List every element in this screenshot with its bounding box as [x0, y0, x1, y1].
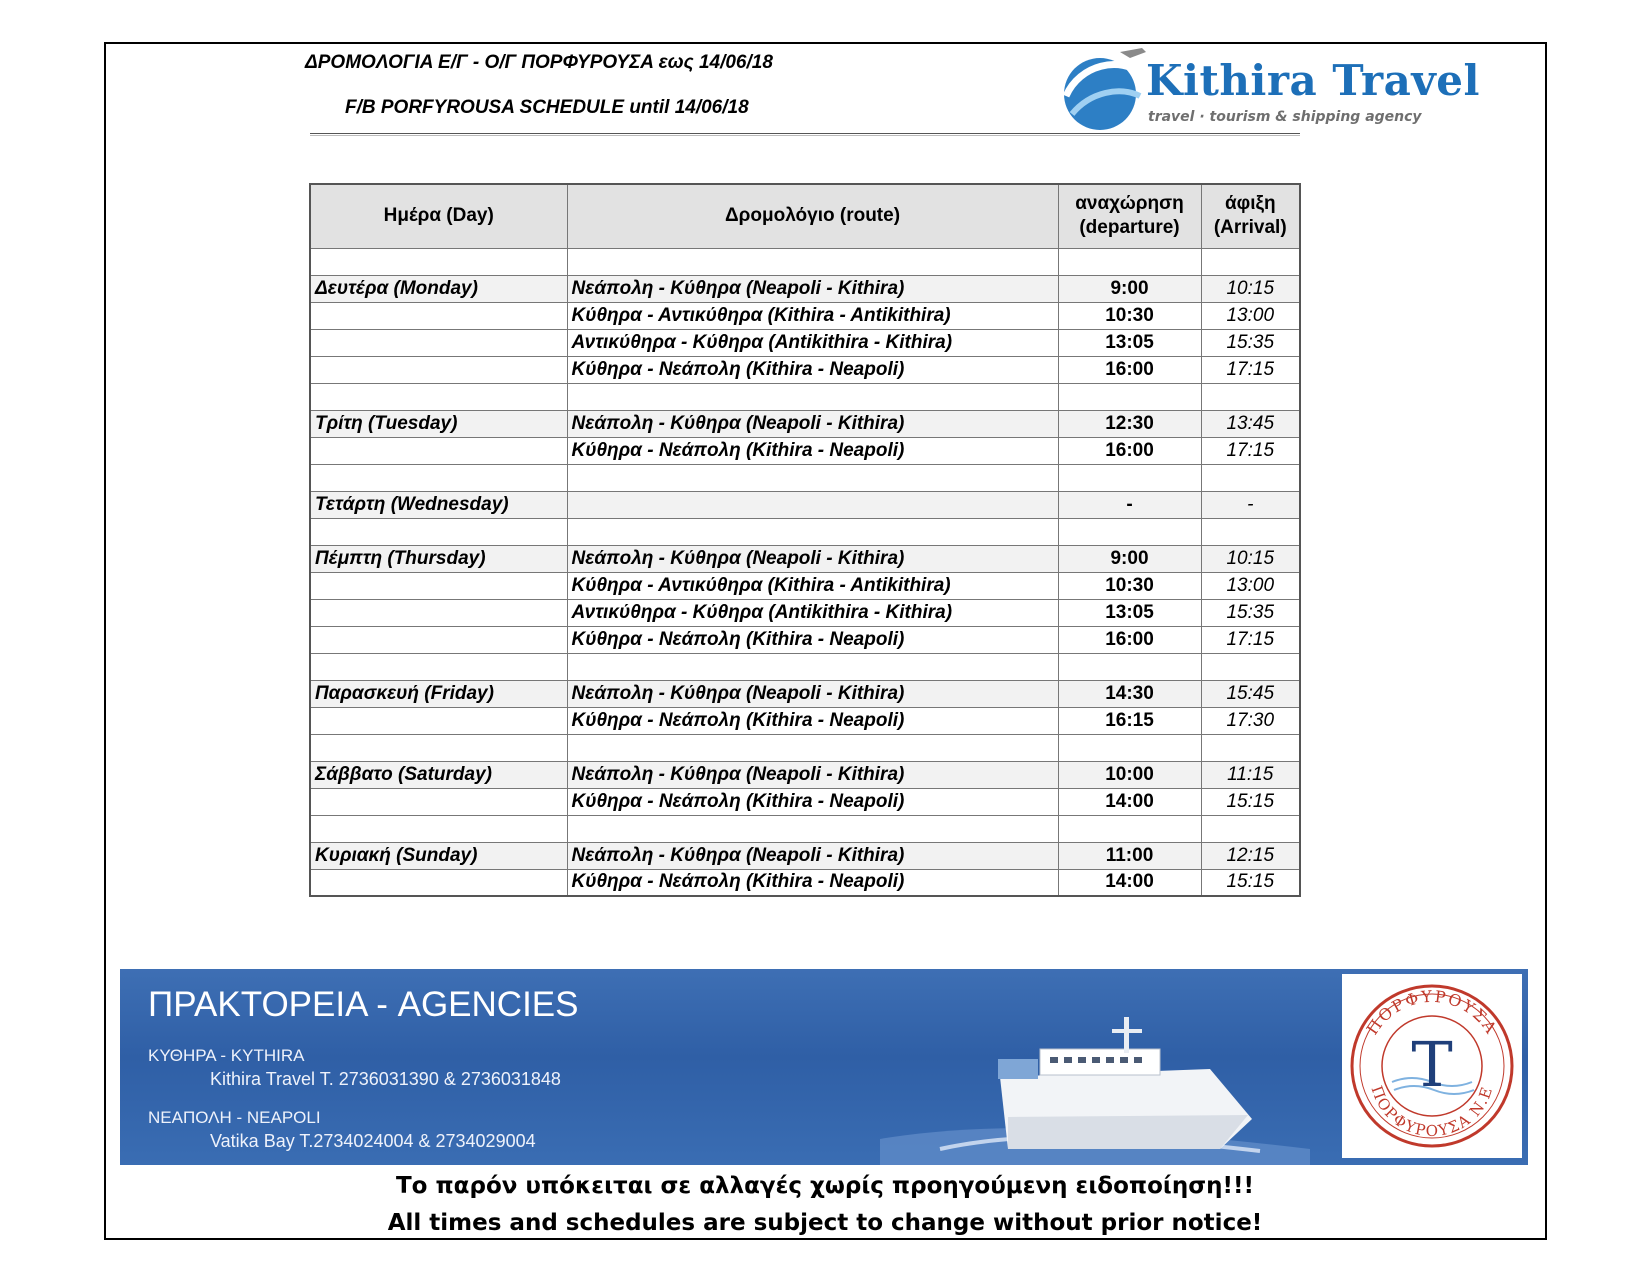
agencies-banner: [120, 969, 1528, 1165]
cell-arrival: [1201, 653, 1300, 680]
cell-day: [310, 518, 567, 545]
cell-route: [567, 815, 1058, 842]
cell-route: Κύθηρα - Νεάπολη (Kithira - Neapoli): [567, 869, 1058, 896]
table-row: [310, 356, 1300, 383]
cell-departure: [1058, 383, 1201, 410]
cell-route: [567, 518, 1058, 545]
title-greek: ΔΡΟΜΟΛΟΓΙΑ Ε/Γ - Ο/Γ ΠΟΡΦΥΡΟΥΣΑ εως 14/06/18: [305, 52, 773, 73]
cell-arrival: 17:15: [1201, 356, 1300, 383]
table-row: [310, 599, 1300, 626]
cell-arrival: 17:30: [1201, 707, 1300, 734]
cell-route: Νεάπολη - Κύθηρα (Neapoli - Kithira): [567, 545, 1058, 572]
cell-departure: 11:00: [1058, 842, 1201, 869]
porfyrousa-seal: [1342, 974, 1522, 1158]
cell-route: [567, 248, 1058, 275]
cell-departure: [1058, 464, 1201, 491]
cell-route: Κύθηρα - Νεάπολη (Kithira - Neapoli): [567, 788, 1058, 815]
table-row: [310, 410, 1300, 437]
spacer-row: [310, 464, 1300, 491]
spacer-row: [310, 383, 1300, 410]
table-row: [310, 842, 1300, 869]
cell-arrival: 10:15: [1201, 545, 1300, 572]
cell-route: [567, 383, 1058, 410]
table-row: [310, 788, 1300, 815]
header-departure-english: (departure): [1079, 217, 1180, 239]
cell-departure: 13:05: [1058, 329, 1201, 356]
cell-day: [310, 707, 567, 734]
seal-bottom-text: ΠΟΡΦΥΡΟΥΣΑ Ν.Ε: [1367, 1083, 1497, 1141]
cell-day: [310, 653, 567, 680]
cell-departure: 9:00: [1058, 275, 1201, 302]
cell-day: [310, 464, 567, 491]
cell-arrival: 15:35: [1201, 599, 1300, 626]
notice-greek: Το παρόν υπόκειται σε αλλαγές χωρίς προηγούμενη ειδοποίηση!!!: [395, 1173, 1254, 1199]
cell-route: Αντικύθηρα - Κύθηρα (Antikithira - Kithira): [567, 599, 1058, 626]
cell-route: Νεάπολη - Κύθηρα (Neapoli - Kithira): [567, 680, 1058, 707]
cell-arrival: 10:15: [1201, 275, 1300, 302]
cell-departure: 14:00: [1058, 869, 1201, 896]
cell-day: [310, 383, 567, 410]
cell-arrival: -: [1201, 491, 1300, 518]
cell-arrival: 15:15: [1201, 788, 1300, 815]
table-row: [310, 761, 1300, 788]
table-header-row: [310, 184, 1300, 248]
cell-route: Νεάπολη - Κύθηρα (Neapoli - Kithira): [567, 842, 1058, 869]
seal-emblem: [1342, 974, 1522, 1158]
table-row: [310, 329, 1300, 356]
table-row: [310, 707, 1300, 734]
header-departure-greek: αναχώρηση: [1075, 193, 1184, 215]
cell-route: Νεάπολη - Κύθηρα (Neapoli - Kithira): [567, 410, 1058, 437]
logo-name: Kithira Travel: [1146, 56, 1480, 105]
cell-arrival: 13:00: [1201, 572, 1300, 599]
cell-departure: 10:30: [1058, 572, 1201, 599]
cell-departure: 12:30: [1058, 410, 1201, 437]
cell-day: [310, 329, 567, 356]
cell-departure: [1058, 815, 1201, 842]
header-arrival-english: (Arrival): [1213, 217, 1287, 239]
banner-kythira-label: ΚΥΘΗΡΑ - KYTHIRA: [148, 1046, 305, 1065]
cell-arrival: 13:00: [1201, 302, 1300, 329]
cell-route: [567, 653, 1058, 680]
cell-route: [567, 734, 1058, 761]
cell-route: Κύθηρα - Νεάπολη (Kithira - Neapoli): [567, 626, 1058, 653]
cell-departure: 16:00: [1058, 626, 1201, 653]
cell-departure: 16:15: [1058, 707, 1201, 734]
cell-arrival: 11:15: [1201, 761, 1300, 788]
cell-departure: [1058, 653, 1201, 680]
logo-tagline: travel · tourism & shipping agency: [1148, 109, 1422, 125]
cell-departure: 14:30: [1058, 680, 1201, 707]
cell-day: Παρασκευή (Friday): [310, 680, 567, 707]
cell-arrival: [1201, 464, 1300, 491]
schedule-table: [309, 183, 1301, 897]
table-row: [310, 869, 1300, 896]
cell-arrival: 15:45: [1201, 680, 1300, 707]
cell-departure: 13:05: [1058, 599, 1201, 626]
cell-day: [310, 302, 567, 329]
cell-arrival: [1201, 383, 1300, 410]
cell-arrival: [1201, 248, 1300, 275]
cell-route: Κύθηρα - Νεάπολη (Kithira - Neapoli): [567, 437, 1058, 464]
header-arrival-greek: άφιξη: [1224, 193, 1276, 215]
cell-arrival: 15:15: [1201, 869, 1300, 896]
cell-route: Αντικύθηρα - Κύθηρα (Antikithira - Kithira): [567, 329, 1058, 356]
cell-route: Νεάπολη - Κύθηρα (Neapoli - Kithira): [567, 761, 1058, 788]
spacer-row: [310, 518, 1300, 545]
cell-day: [310, 869, 567, 896]
table-row: [310, 302, 1300, 329]
cell-day: [310, 437, 567, 464]
table-row: [310, 626, 1300, 653]
cell-departure: 16:00: [1058, 356, 1201, 383]
cell-route: Κύθηρα - Νεάπολη (Kithira - Neapoli): [567, 356, 1058, 383]
banner-neapoli-label: ΝΕΑΠΟΛΗ - NEAPOLI: [148, 1108, 321, 1127]
seal-letter: T: [1411, 1028, 1453, 1101]
cell-day: Κυριακή (Sunday): [310, 842, 567, 869]
banner-kythira-phone: Kithira Travel T. 2736031390 & 2736031848: [210, 1069, 561, 1089]
cell-day: Τετάρτη (Wednesday): [310, 491, 567, 518]
spacer-row: [310, 248, 1300, 275]
cell-departure: 10:30: [1058, 302, 1201, 329]
title-english: F/B PORFYROUSA SCHEDULE until 14/06/18: [345, 97, 749, 118]
cell-day: [310, 626, 567, 653]
notice-english: All times and schedules are subject to change without prior notice!: [387, 1210, 1263, 1236]
cell-departure: 14:00: [1058, 788, 1201, 815]
ferry-ship-image: [880, 999, 1310, 1165]
cell-route: Κύθηρα - Αντικύθηρα (Kithira - Antikithira): [567, 302, 1058, 329]
header-route: Δρομολόγιο (route): [567, 184, 1058, 248]
cell-route: Κύθηρα - Νεάπολη (Kithira - Neapoli): [567, 707, 1058, 734]
table-row: [310, 680, 1300, 707]
cell-day: [310, 248, 567, 275]
cell-day: [310, 356, 567, 383]
cell-route: Νεάπολη - Κύθηρα (Neapoli - Kithira): [567, 275, 1058, 302]
cell-departure: [1058, 248, 1201, 275]
header-day: Ημέρα (Day): [310, 184, 567, 248]
cell-day: Πέμπτη (Thursday): [310, 545, 567, 572]
table-row: [310, 491, 1300, 518]
spacer-row: [310, 734, 1300, 761]
table-row: [310, 545, 1300, 572]
cell-route: Κύθηρα - Αντικύθηρα (Kithira - Antikithira): [567, 572, 1058, 599]
cell-departure: [1058, 518, 1201, 545]
cell-arrival: [1201, 734, 1300, 761]
cell-arrival: 17:15: [1201, 626, 1300, 653]
cell-day: [310, 815, 567, 842]
banner-neapoli-phone: Vatika Bay T.2734024004 & 2734029004: [210, 1131, 536, 1151]
banner-heading: ΠΡΑΚΤΟΡΕΙΑ - AGENCIES: [148, 985, 579, 1024]
spacer-row: [310, 653, 1300, 680]
cell-day: [310, 572, 567, 599]
cell-departure: 10:00: [1058, 761, 1201, 788]
cell-day: Σάββατο (Saturday): [310, 761, 567, 788]
table-row: [310, 437, 1300, 464]
cell-departure: [1058, 734, 1201, 761]
globe-plane-icon: [1050, 44, 1150, 134]
cell-arrival: 13:45: [1201, 410, 1300, 437]
header-arrival: [1201, 184, 1300, 248]
cell-day: Δευτέρα (Monday): [310, 275, 567, 302]
cell-day: [310, 734, 567, 761]
cell-arrival: 17:15: [1201, 437, 1300, 464]
cell-arrival: [1201, 518, 1300, 545]
cell-arrival: 15:35: [1201, 329, 1300, 356]
cell-day: [310, 788, 567, 815]
table-row: [310, 572, 1300, 599]
cell-arrival: [1201, 815, 1300, 842]
cell-arrival: 12:15: [1201, 842, 1300, 869]
cell-departure: 9:00: [1058, 545, 1201, 572]
cell-departure: -: [1058, 491, 1201, 518]
cell-departure: 16:00: [1058, 437, 1201, 464]
seal-top-text: ΠΟΡΦΥΡΟΥΣΑ: [1362, 986, 1502, 1039]
cell-route: [567, 491, 1058, 518]
cell-route: [567, 464, 1058, 491]
cell-day: Τρίτη (Tuesday): [310, 410, 567, 437]
table-row: [310, 275, 1300, 302]
header-departure: [1058, 184, 1201, 248]
spacer-row: [310, 815, 1300, 842]
cell-day: [310, 599, 567, 626]
kithira-travel-logo: [1050, 44, 1520, 134]
